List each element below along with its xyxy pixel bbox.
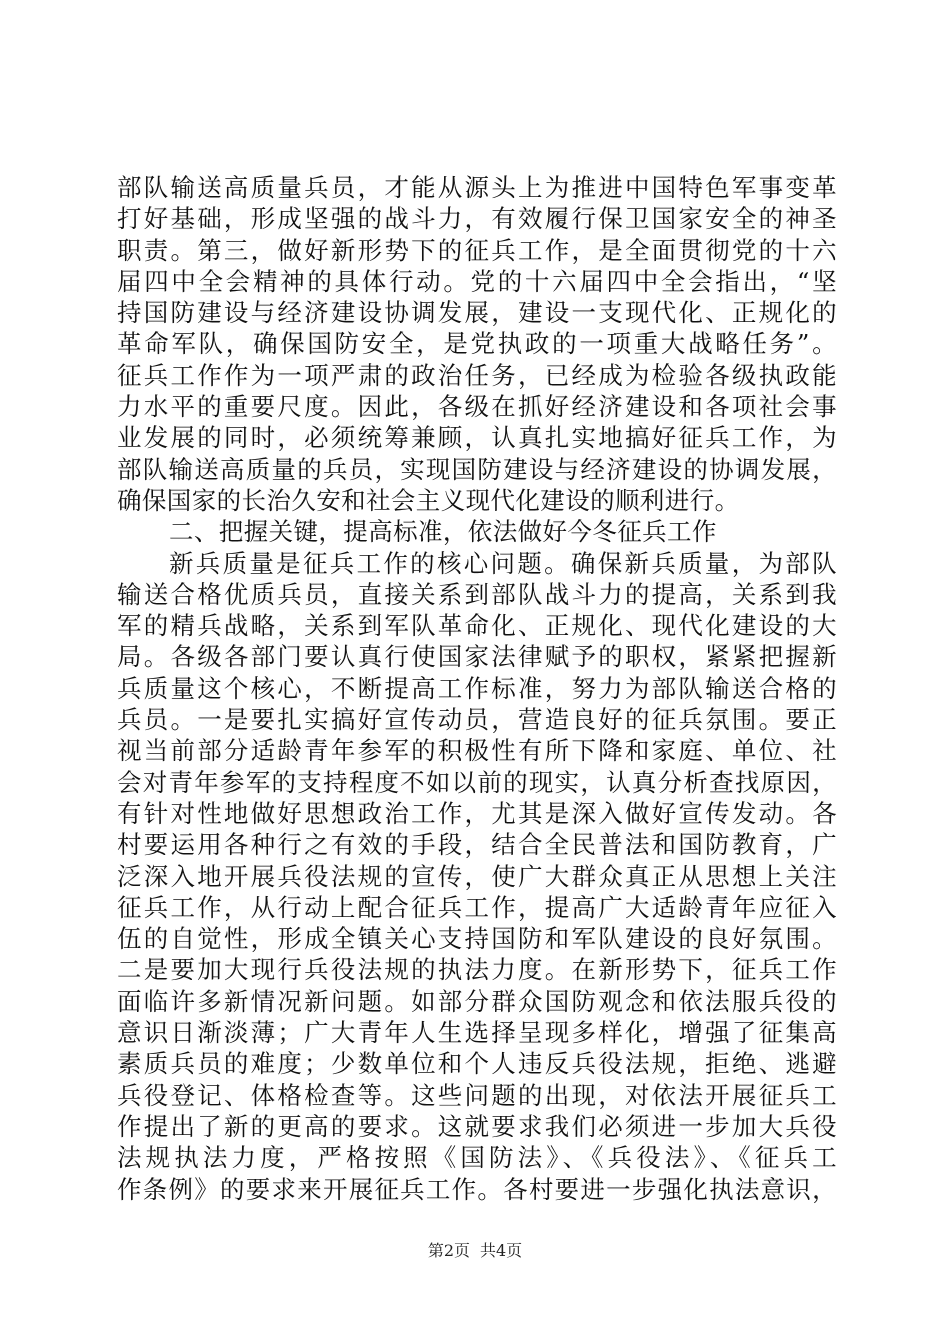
text-line: 职责。第三，做好新形势下的征兵工作，是全面贯彻党的十六 <box>117 235 837 265</box>
text-line: 泛深入地开展兵役法规的宣传，使广大群众真正从思想上关注 <box>117 861 837 891</box>
text-line: 二是要加大现行兵役法规的执法力度。在新形势下，征兵工作 <box>117 955 837 985</box>
text-line: 素质兵员的难度；少数单位和个人违反兵役法规，拒绝、逃避 <box>117 1049 837 1079</box>
text-line: 意识日渐淡薄；广大青年人生选择呈现多样化，增强了征集高 <box>117 1018 837 1048</box>
text-line: 届四中全会精神的具体行动。党的十六届四中全会指出，“坚 <box>117 266 837 296</box>
text-line: 部队输送高质量兵员，才能从源头上为推进中国特色军事变革 <box>117 173 837 202</box>
text-line: 伍的自觉性，形成全镇关心支持国防和军队建设的良好氛围。 <box>117 924 837 954</box>
text-line: 力水平的重要尺度。因此，各级在抓好经济建设和各项社会事 <box>117 392 837 422</box>
page-number-current: 第2页 <box>427 1241 470 1260</box>
text-line: 兵役登记、体格检查等。这些问题的出现，对依法开展征兵工 <box>117 1080 837 1110</box>
text-line: 军的精兵战略，关系到军队革命化、正规化、现代化建设的大 <box>117 611 837 641</box>
text-line: 打好基础，形成坚强的战斗力，有效履行保卫国家安全的神圣 <box>117 204 837 234</box>
text-line: 征兵工作，从行动上配合征兵工作，提高广大适龄青年应征入 <box>117 892 837 922</box>
text-line: 部队输送高质量的兵员，实现国防建设与经济建设的协调发展， <box>117 454 837 484</box>
text-line: 持国防建设与经济建设协调发展，建设一支现代化、正规化的 <box>117 298 837 328</box>
text-line: 确保国家的长治久安和社会主义现代化建设的顺利进行。 <box>117 485 740 515</box>
text-line: 村要运用各种行之有效的手段，结合全民普法和国防教育，广 <box>117 830 837 860</box>
text-line: 输送合格优质兵员，直接关系到部队战斗力的提高，关系到我 <box>117 579 837 609</box>
text-line: 面临许多新情况新问题。如部分群众国防观念和依法服兵役的 <box>117 986 837 1016</box>
text-line: 法规执法力度，严格按照《国防法》、《兵役法》、《征兵工 <box>117 1143 837 1173</box>
text-line: 征兵工作作为一项严肃的政治任务，已经成为检验各级执政能 <box>117 360 837 390</box>
text-line: 新兵质量是征兵工作的核心问题。确保新兵质量，为部队 <box>169 548 837 578</box>
text-line: 局。各级各部门要认真行使国家法律赋予的职权，紧紧把握新 <box>117 642 837 672</box>
text-line: 会对青年参军的支持程度不如以前的现实，认真分析查找原因， <box>117 767 837 797</box>
page-footer <box>0 1241 950 1261</box>
section-heading: 二、把握关键，提高标准，依法做好今冬征兵工作 <box>169 517 717 547</box>
text-line: 兵质量这个核心，不断提高工作标准，努力为部队输送合格的 <box>117 673 837 703</box>
text-line: 作提出了新的更高的要求。这就要求我们必须进一步加大兵役 <box>117 1111 837 1141</box>
page-number-total: 共4页 <box>480 1241 523 1260</box>
text-line: 作条例》的要求来开展征兵工作。各村要进一步强化执法意识， <box>117 1174 837 1204</box>
text-line: 兵员。一是要扎实搞好宣传动员，营造良好的征兵氛围。要正 <box>117 705 837 735</box>
text-line: 有针对性地做好思想政治工作，尤其是深入做好宣传发动。各 <box>117 798 837 828</box>
text-line: 业发展的同时，必须统筹兼顾，认真扎实地搞好征兵工作，为 <box>117 423 837 453</box>
text-line: 革命军队，确保国防安全，是党执政的一项重大战略任务”。 <box>117 329 837 359</box>
document-body <box>117 172 837 1205</box>
text-line: 视当前部分适龄青年参军的积极性有所下降和家庭、单位、社 <box>117 736 837 766</box>
